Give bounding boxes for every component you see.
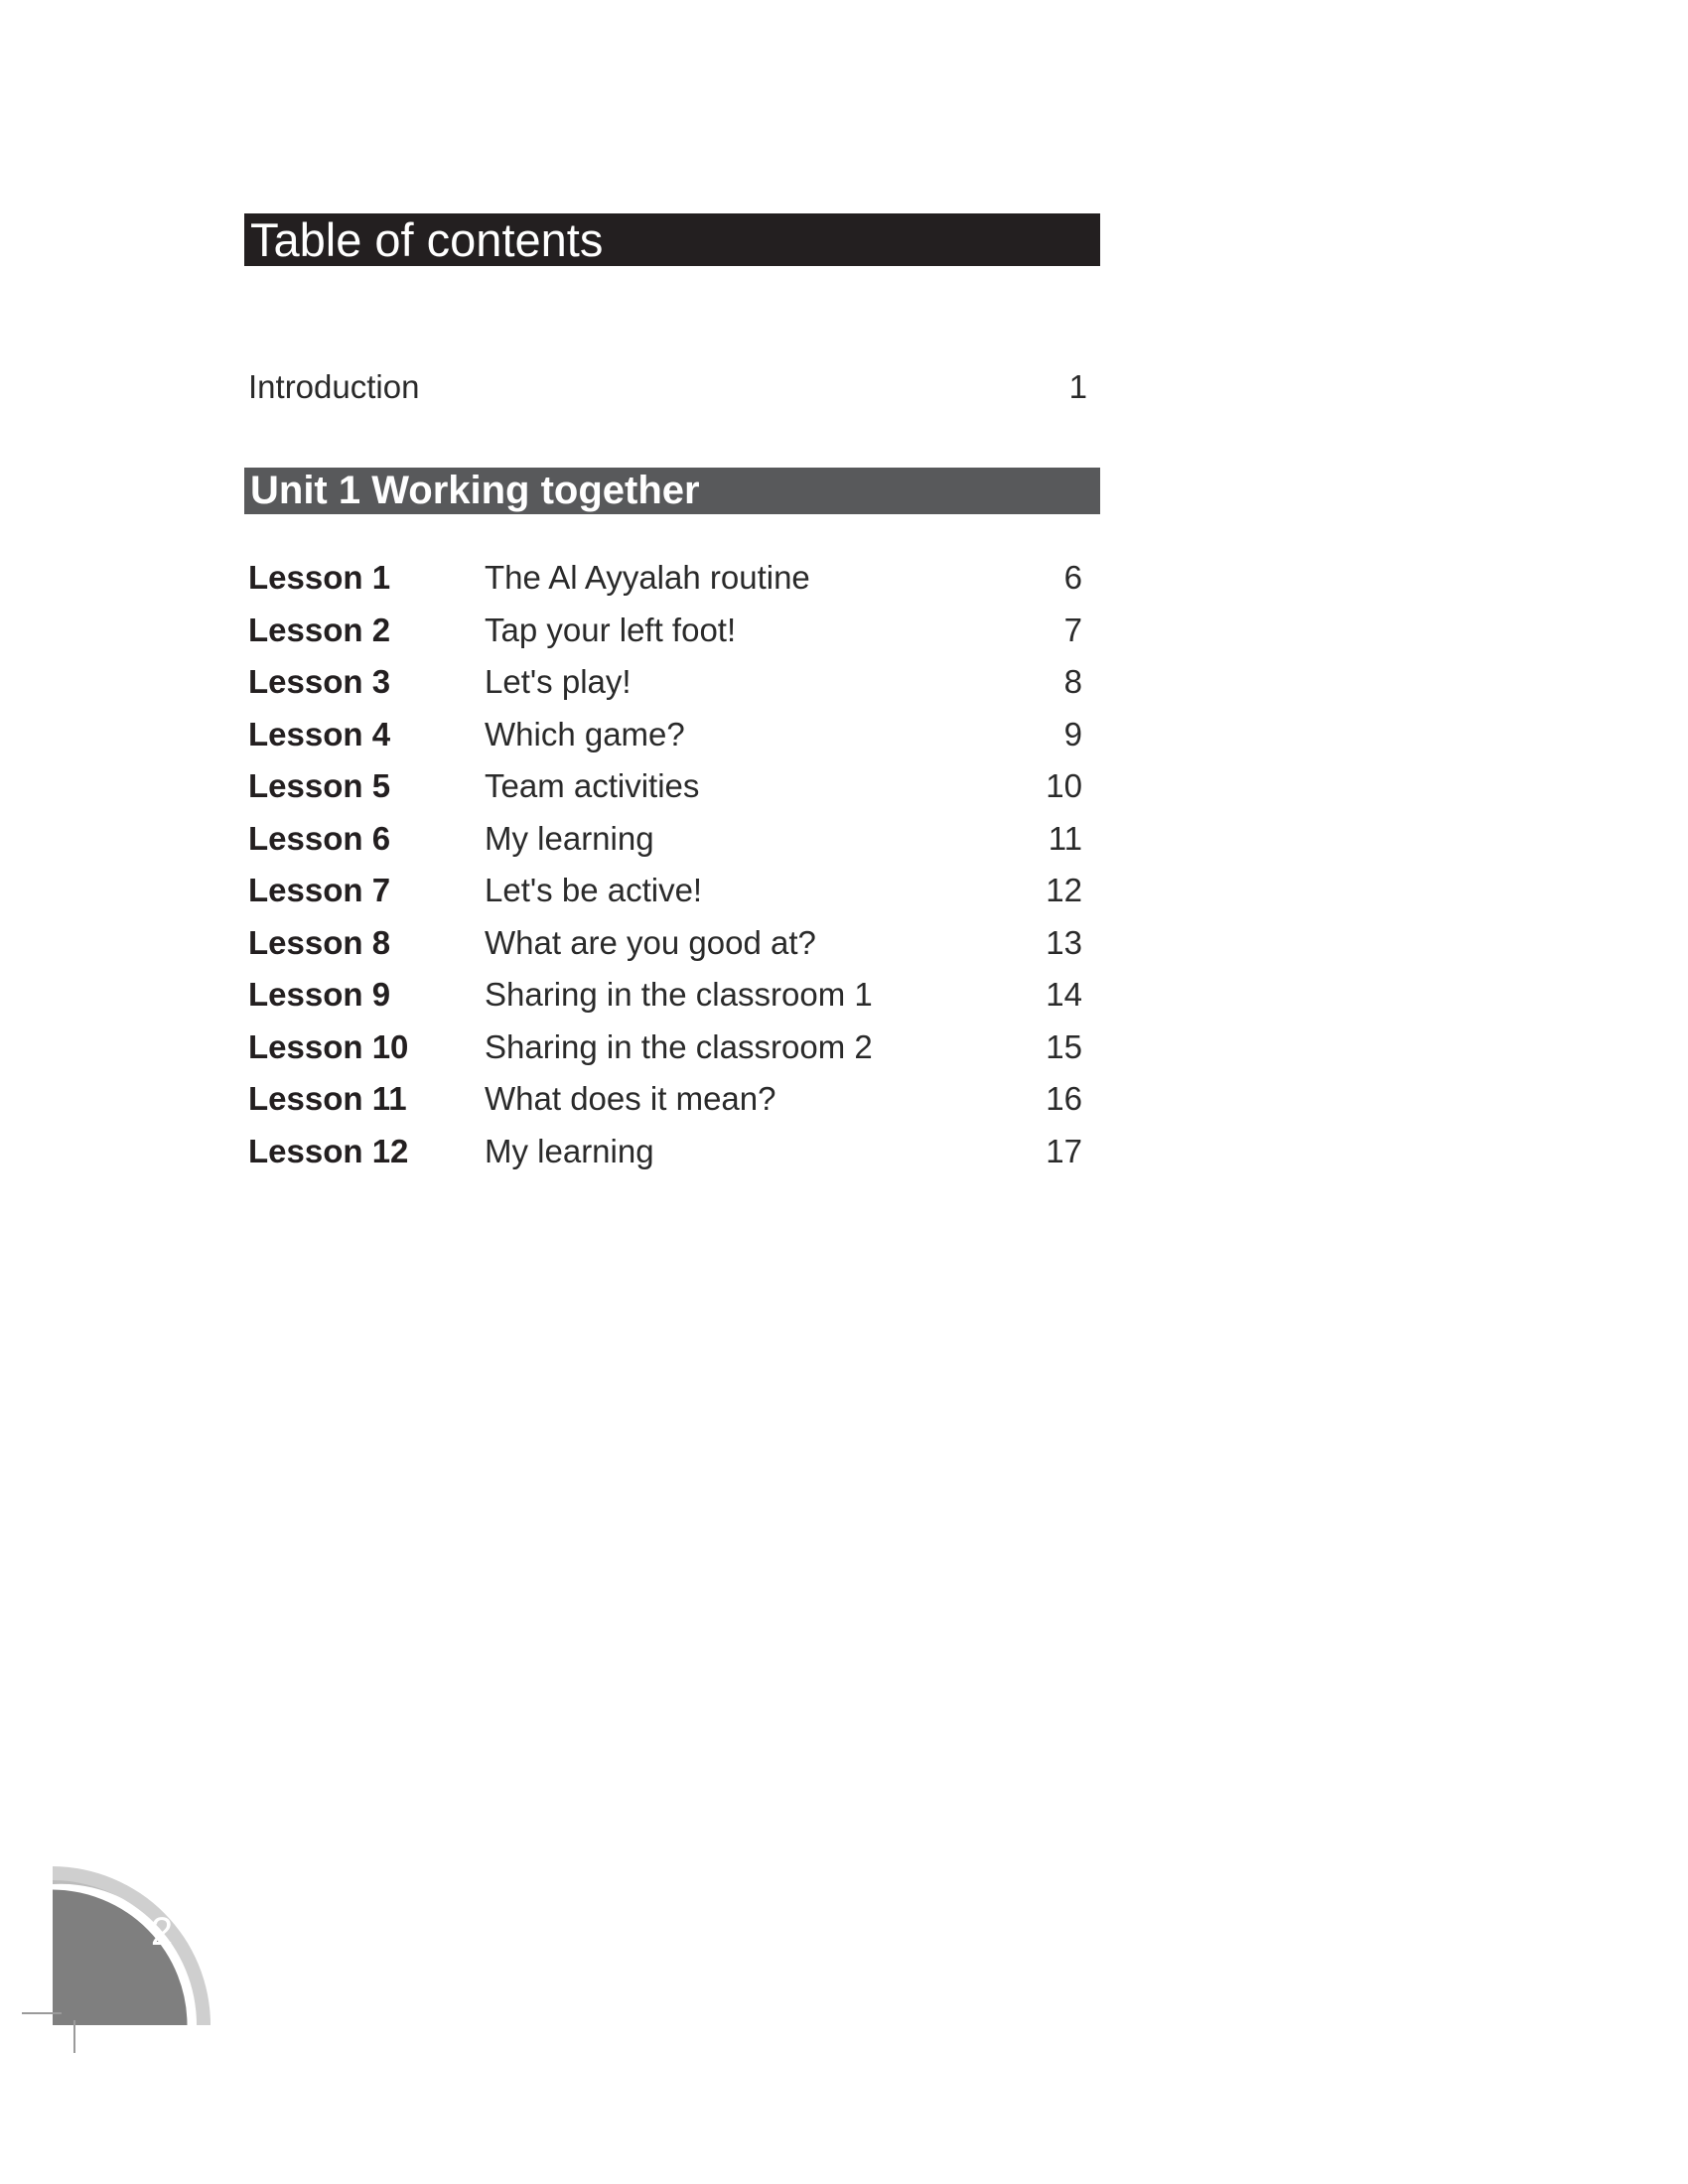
toc-entry-page-number: 1 xyxy=(1068,368,1087,405)
lesson-title: What does it mean? xyxy=(485,1080,776,1117)
toc-entry-lesson-1[interactable] xyxy=(248,555,1082,608)
lesson-page-number: 13 xyxy=(1046,923,1082,961)
lesson-title: Sharing in the classroom 1 xyxy=(485,976,873,1013)
lesson-label: Lesson 6 xyxy=(248,819,391,857)
lesson-page-number: 6 xyxy=(1063,559,1082,596)
toc-entry-lesson-2[interactable] xyxy=(248,608,1082,660)
lesson-title: Tap your left foot! xyxy=(485,611,737,648)
lesson-label: Lesson 3 xyxy=(248,663,391,700)
lesson-label: Lesson 2 xyxy=(248,611,391,648)
toc-entry-lesson-8[interactable] xyxy=(248,920,1082,973)
toc-entry-lesson-5[interactable] xyxy=(248,763,1082,816)
lesson-page-number: 17 xyxy=(1046,1132,1082,1169)
page-number: 2 xyxy=(150,1910,174,1954)
lesson-label: Lesson 5 xyxy=(248,767,391,804)
toc-entry-lesson-12[interactable] xyxy=(248,1129,1082,1181)
page-title: Table of contents xyxy=(244,213,1100,266)
toc-entry-lesson-9[interactable] xyxy=(248,972,1082,1024)
lesson-page-number: 11 xyxy=(1048,819,1082,857)
toc-entry-lesson-4[interactable] xyxy=(248,712,1082,764)
lesson-page-number: 10 xyxy=(1046,767,1082,804)
lesson-label: Lesson 7 xyxy=(248,872,391,908)
unit-heading: Unit 1 Working together xyxy=(244,468,1100,514)
toc-entry-lesson-11[interactable] xyxy=(248,1076,1082,1129)
lesson-page-number: 12 xyxy=(1046,872,1082,908)
lesson-title: The Al Ayyalah routine xyxy=(485,559,810,596)
lesson-label: Lesson 11 xyxy=(248,1080,407,1117)
lesson-title: My learning xyxy=(485,819,654,857)
toc-entry-lesson-7[interactable] xyxy=(248,868,1082,920)
toc-entry-lesson-10[interactable] xyxy=(248,1024,1082,1077)
lesson-title: Team activities xyxy=(485,767,700,804)
lesson-title: Let's be active! xyxy=(485,872,703,908)
toc-entry-lesson-6[interactable] xyxy=(248,816,1082,869)
toc-entry-lesson-3[interactable] xyxy=(248,659,1082,712)
lesson-label: Lesson 4 xyxy=(248,715,391,752)
lesson-title: Which game? xyxy=(485,715,685,752)
lesson-page-number: 9 xyxy=(1063,715,1082,752)
lesson-label: Lesson 1 xyxy=(248,559,391,596)
lesson-label: Lesson 8 xyxy=(248,923,391,961)
lesson-page-number: 16 xyxy=(1046,1080,1082,1117)
lesson-title: What are you good at? xyxy=(485,923,816,961)
lesson-page-number: 7 xyxy=(1063,611,1082,648)
lesson-label: Lesson 9 xyxy=(248,976,391,1013)
lesson-title: Sharing in the classroom 2 xyxy=(485,1027,873,1065)
lesson-page-number: 8 xyxy=(1063,663,1082,700)
lesson-label: Lesson 10 xyxy=(248,1027,409,1065)
lesson-list xyxy=(248,555,1082,1180)
lesson-page-number: 14 xyxy=(1046,976,1082,1013)
page-number-badge xyxy=(0,1837,238,2075)
toc-entry-label: Introduction xyxy=(248,368,420,405)
lesson-title: My learning xyxy=(485,1132,654,1169)
page-corner-arc-icon xyxy=(0,1837,238,2075)
lesson-page-number: 15 xyxy=(1046,1027,1082,1065)
toc-entry-introduction[interactable] xyxy=(248,365,1087,409)
lesson-label: Lesson 12 xyxy=(248,1132,409,1169)
lesson-title: Let's play! xyxy=(485,663,632,700)
